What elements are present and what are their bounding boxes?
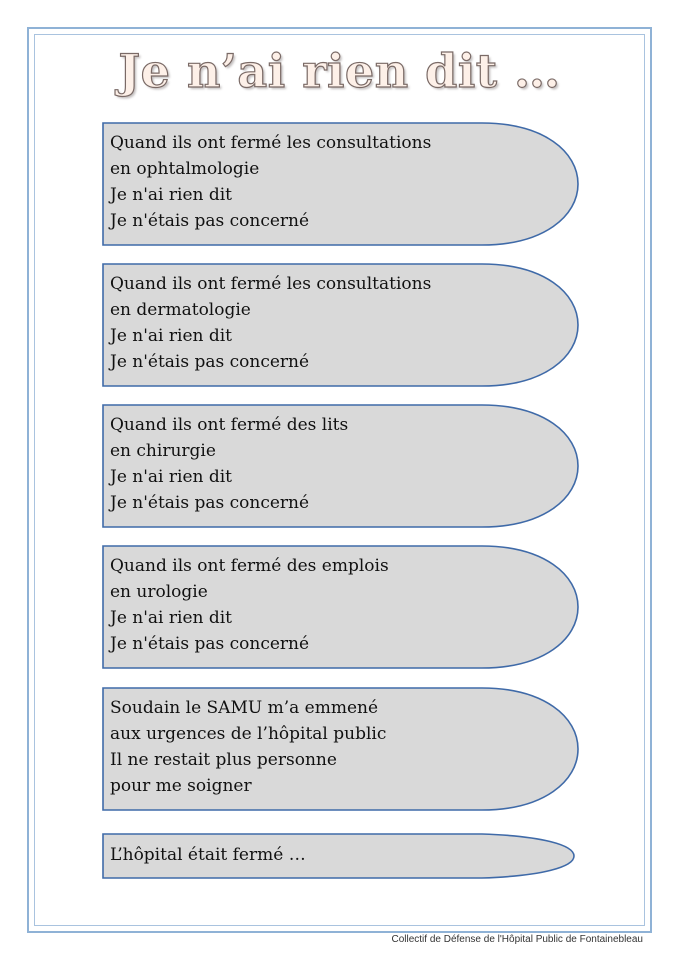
stanza-lines xyxy=(110,695,386,799)
stanza-lines xyxy=(110,271,431,375)
stanza-line: Quand ils ont fermé les consultations xyxy=(110,274,432,294)
stanza-line: pour me soigner xyxy=(110,776,252,796)
stanza-lines xyxy=(110,412,348,516)
stanza-line: Je n'étais pas concerné xyxy=(110,634,310,654)
stanza-line: en ophtalmologie xyxy=(110,159,260,179)
stanza-line: en dermatologie xyxy=(110,300,251,320)
page-title: Je n’ai rien dit … xyxy=(118,44,561,98)
stanza-line: Quand ils ont fermé les consultations xyxy=(110,133,432,153)
stanza-dermatologie xyxy=(102,263,580,387)
stanza-line: Soudain le SAMU m’a emmené xyxy=(110,698,379,718)
stanza-line: Je n'étais pas concerné xyxy=(110,493,310,513)
stanza-line: Je n'ai rien dit xyxy=(110,467,233,487)
footer-credit: Collectif de Défense de l'Hôpital Public de Fontainebleau xyxy=(391,934,643,945)
stanza-line: Il ne restait plus personne xyxy=(110,750,337,770)
stanza-samu xyxy=(102,687,580,811)
stanza-line: Je n'ai rien dit xyxy=(110,185,233,205)
stanza-line: Quand ils ont fermé des lits xyxy=(110,415,349,435)
stanza-conclusion xyxy=(102,833,580,879)
stanza-line: en chirurgie xyxy=(110,441,216,461)
stanza-lines xyxy=(110,842,306,868)
stanza-lines xyxy=(110,130,431,234)
stanza-ophtalmologie xyxy=(102,122,580,246)
stanza-line: Je n'étais pas concerné xyxy=(110,352,310,372)
stanza-line: aux urgences de l’hôpital public xyxy=(110,724,387,744)
stanza-line: Je n'ai rien dit xyxy=(110,326,233,346)
stanza-lines xyxy=(110,553,389,657)
stanza-line: L’hôpital était fermé … xyxy=(110,845,306,865)
stanza-line: Je n'étais pas concerné xyxy=(110,211,310,231)
stanza-line: en urologie xyxy=(110,582,208,602)
stanza-chirurgie xyxy=(102,404,580,528)
stanza-urologie xyxy=(102,545,580,669)
stanza-line: Quand ils ont fermé des emplois xyxy=(110,556,389,576)
stanza-line: Je n'ai rien dit xyxy=(110,608,233,628)
